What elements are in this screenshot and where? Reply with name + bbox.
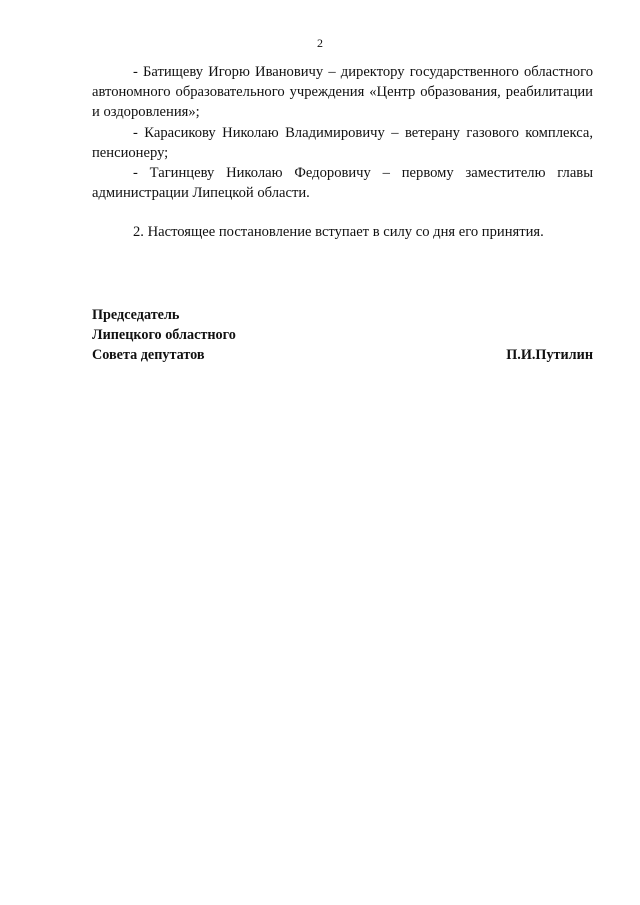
signature-last-row [92, 346, 593, 366]
signature-block [92, 306, 593, 365]
signature-title-line-3: Совета депутатов [92, 346, 205, 363]
document-body [92, 62, 593, 243]
signature-title-line-1: Председатель [92, 307, 180, 323]
page-number: 2 [317, 36, 323, 50]
list-item-batishchev: - Батищеву Игорю Ивановичу – директору государственного областного автономного образовательного учреждения «Центр образования, реабилитации и оздоровления»; [92, 64, 593, 121]
list-item-tagintsev: - Тагинцеву Николаю Федоровичу – первому заместителю главы администрации Липецкой области. [92, 165, 593, 202]
signatory-name: П.И.Путилин [506, 346, 593, 363]
list-item-karasikov: - Карасикову Николаю Владимировичу – ветерану газового комплекса, пенсионеру; [92, 124, 593, 161]
signature-title-line-2: Липецкого областного [92, 326, 236, 343]
closing-clause: 2. Настоящее постановление вступает в силу со дня его принятия. [133, 224, 544, 241]
